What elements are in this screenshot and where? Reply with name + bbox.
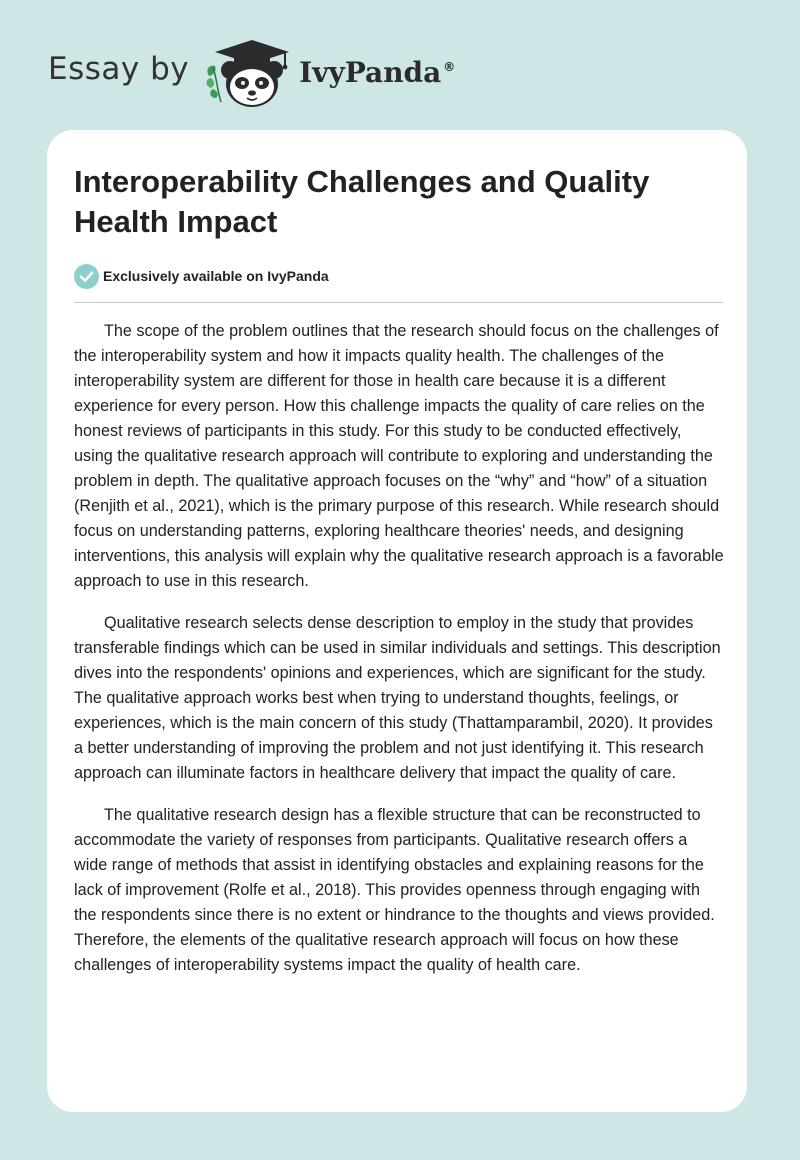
essay-title: Interoperability Challenges and Quality Health Impact (74, 164, 650, 239)
essay-card (47, 130, 747, 1112)
brand-prefix: Essay by (48, 51, 190, 87)
exclusive-badge-text: Exclusively available on IvyPanda (103, 268, 329, 284)
essay-body (74, 319, 724, 995)
essay-paragraph: The qualitative research design has a flexible structure that can be reconstructed to accommodate the variety of responses from participants. Qualitative research offers a wide range of methods that assist in identifying obstacles and explaining reasons for the lack of improvement (Rolfe et al., 2018). This provides openness through engaging with the respondents since there is no extent or hindrance to the thoughts and views provided. Therefore, the elements of the qualitative research approach will focus on how these challenges of interoperability systems impact the quality of health care. (74, 806, 715, 974)
divider (74, 302, 723, 303)
essay-paragraph: Qualitative research selects dense description to employ in the study that provides transferable findings which can be used in similar individuals and settings. This description dives into the respondents' opinions and experiences, which are significant for the study. The qualitative approach works best when trying to understand thoughts, feelings, or experiences, which is the main concern of this study (Thattamparambil, 2020). It provides a better understanding of improving the problem and not just identifying it. This research approach can illuminate factors in healthcare delivery that impact the quality of care. (74, 614, 721, 782)
brand-name-text: IvyPanda (299, 55, 442, 89)
panda-graduation-cap-icon (203, 36, 295, 110)
check-circle-icon (74, 264, 99, 289)
essay-paragraph: The scope of the problem outlines that the research should focus on the challenges of the interoperability system and how it impacts quality health. The challenges of the interoperability system are different for those in health care because it is a different experience for every person. How this challenge impacts the quality of care relies on the honest reviews of participants in this study. For this study to be conducted effectively, using the qualitative research approach will contribute to exploring and understanding the problem in depth. The qualitative approach focuses on the “why” and “how” of a situation (Renjith et al., 2021), which is the primary purpose of this research. While research should focus on understanding patterns, exploring healthcare theories' needs, and designing interventions, this analysis will explain why the qualitative research approach is a favorable approach to use in this research. (74, 322, 724, 590)
registered-mark: ® (443, 60, 456, 75)
brand-name (299, 56, 455, 89)
exclusive-badge (74, 263, 329, 289)
site-header (48, 36, 455, 110)
